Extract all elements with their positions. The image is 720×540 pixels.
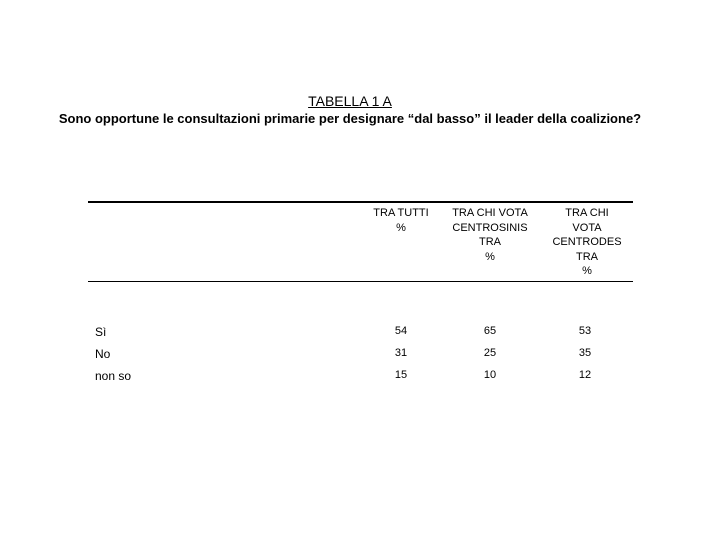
table-header-rule — [88, 281, 633, 282]
table-subtitle: Sono opportune le consultazioni primarie per designare “dal basso” il leader della coalizione? — [58, 111, 642, 126]
table-top-rule — [88, 201, 633, 203]
row-label-non-so: non so — [95, 369, 132, 383]
table-cell: 25 — [483, 347, 497, 359]
table-cell: 31 — [394, 347, 408, 359]
table-cell: 15 — [394, 369, 408, 381]
table-cell: 54 — [394, 325, 408, 337]
column-header-centrosinistra: TRA CHI VOTA CENTROSINIS TRA % — [452, 207, 528, 263]
row-label-no: No — [95, 347, 111, 361]
table-cell: 35 — [578, 347, 592, 359]
column-header-centrodestra: TRA CHI VOTA CENTRODES TRA % — [552, 207, 622, 277]
table-cell: 12 — [578, 369, 592, 381]
table-title: TABELLA 1 A — [308, 93, 392, 109]
column-header-tra-tutti: TRA TUTTI % — [373, 207, 429, 234]
table-cell: 10 — [483, 369, 497, 381]
table-cell: 53 — [578, 325, 592, 337]
row-label-si: Sì — [95, 325, 107, 339]
table-cell: 65 — [483, 325, 497, 337]
